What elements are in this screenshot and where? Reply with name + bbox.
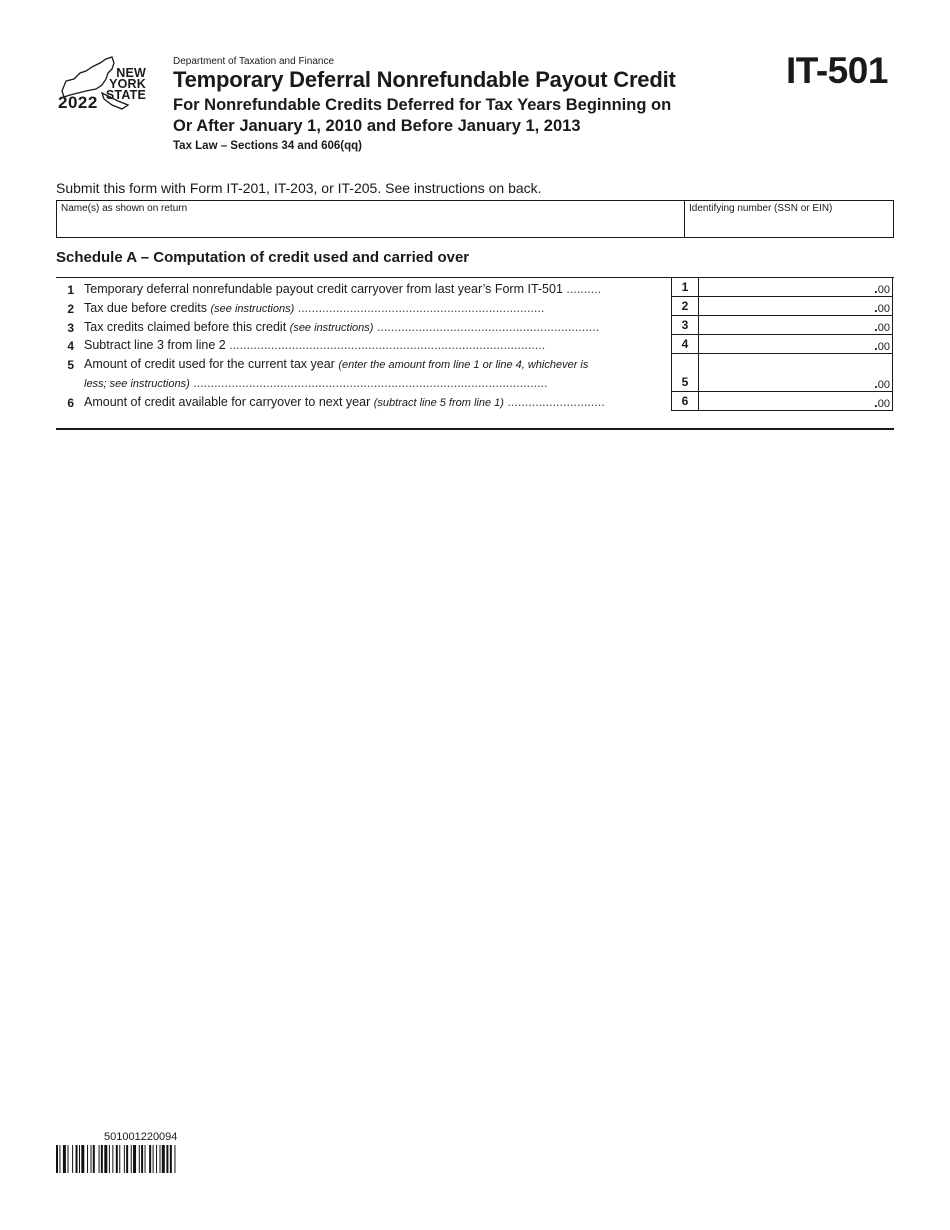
line-description: Temporary deferral nonrefundable payout credit carryover from last year’s Form IT-501 .......... (84, 282, 602, 296)
line-number: 3 (67, 321, 74, 335)
line-description-continued: less; see instructions) ...................................................................................................... (84, 376, 548, 390)
line-4-amount-input[interactable]: .00 (699, 335, 893, 354)
line-number: 2 (67, 302, 74, 316)
schedule-a-title: Schedule A – Computation of credit used and carried over (56, 249, 470, 266)
schedule-bottom-rule (56, 428, 894, 430)
barcode-icon (56, 1145, 240, 1173)
line-number: 6 (67, 396, 74, 410)
line-number: 1 (67, 283, 74, 297)
line-ref-box: 6 (671, 392, 699, 411)
line-ref-box: 1 (671, 278, 699, 297)
id-number-input[interactable] (686, 215, 892, 236)
line-description: Tax due before credits (see instructions) ....................................................................... (84, 301, 545, 315)
barcode-number: 501001220094 (104, 1131, 178, 1143)
line-ref-box: 4 (671, 335, 699, 354)
line-1-amount-input[interactable]: .00 (699, 278, 893, 297)
line-description: Subtract line 3 from line 2 ........................................................................................... (84, 338, 546, 352)
form-number: IT-501 (786, 50, 888, 91)
id-field-label: Identifying number (SSN or EIN) (689, 203, 833, 214)
line-description: Tax credits claimed before this credit (see instructions) ................................................................ (84, 320, 600, 334)
submit-instructions: Submit this form with Form IT-201, IT-203, or IT-205. See instructions on back. (56, 180, 542, 196)
department-name: Department of Taxation and Finance (173, 56, 335, 67)
form-title: Temporary Deferral Nonrefundable Payout Credit (173, 67, 676, 92)
line-5-amount-input[interactable]: .00 (699, 354, 893, 392)
name-id-box (56, 200, 894, 238)
state-logo-text: NEW YORK STATE (105, 66, 146, 102)
line-6-amount-input[interactable]: .00 (699, 392, 893, 411)
line-ref-box: 2 (671, 297, 699, 316)
line-number: 5 (67, 358, 74, 372)
line-ref-box: 3 (671, 316, 699, 335)
line-description: Amount of credit used for the current tax year (enter the amount from line 1 or line 4, whichever is (84, 357, 589, 371)
line-3-amount-input[interactable]: .00 (699, 316, 893, 335)
name-field-label: Name(s) as shown on return (61, 203, 188, 214)
subtitle-line-1: For Nonrefundable Credits Deferred for Tax Years Beginning on (173, 96, 672, 114)
line-description: Amount of credit available for carryover to next year (subtract line 5 from line 1) ............................ (84, 395, 605, 409)
line-ref-box: 5 (671, 354, 699, 392)
name-input[interactable] (57, 215, 683, 236)
tax-law-reference: Tax Law – Sections 34 and 606(qq) (173, 140, 362, 152)
subtitle-line-2: Or After January 1, 2010 and Before January 1, 2013 (173, 117, 581, 135)
form-year: 2022 (58, 93, 98, 112)
form-subtitle (173, 95, 773, 137)
line-number: 4 (67, 339, 74, 353)
line-2-amount-input[interactable]: .00 (699, 297, 893, 316)
name-box-divider (684, 201, 685, 237)
